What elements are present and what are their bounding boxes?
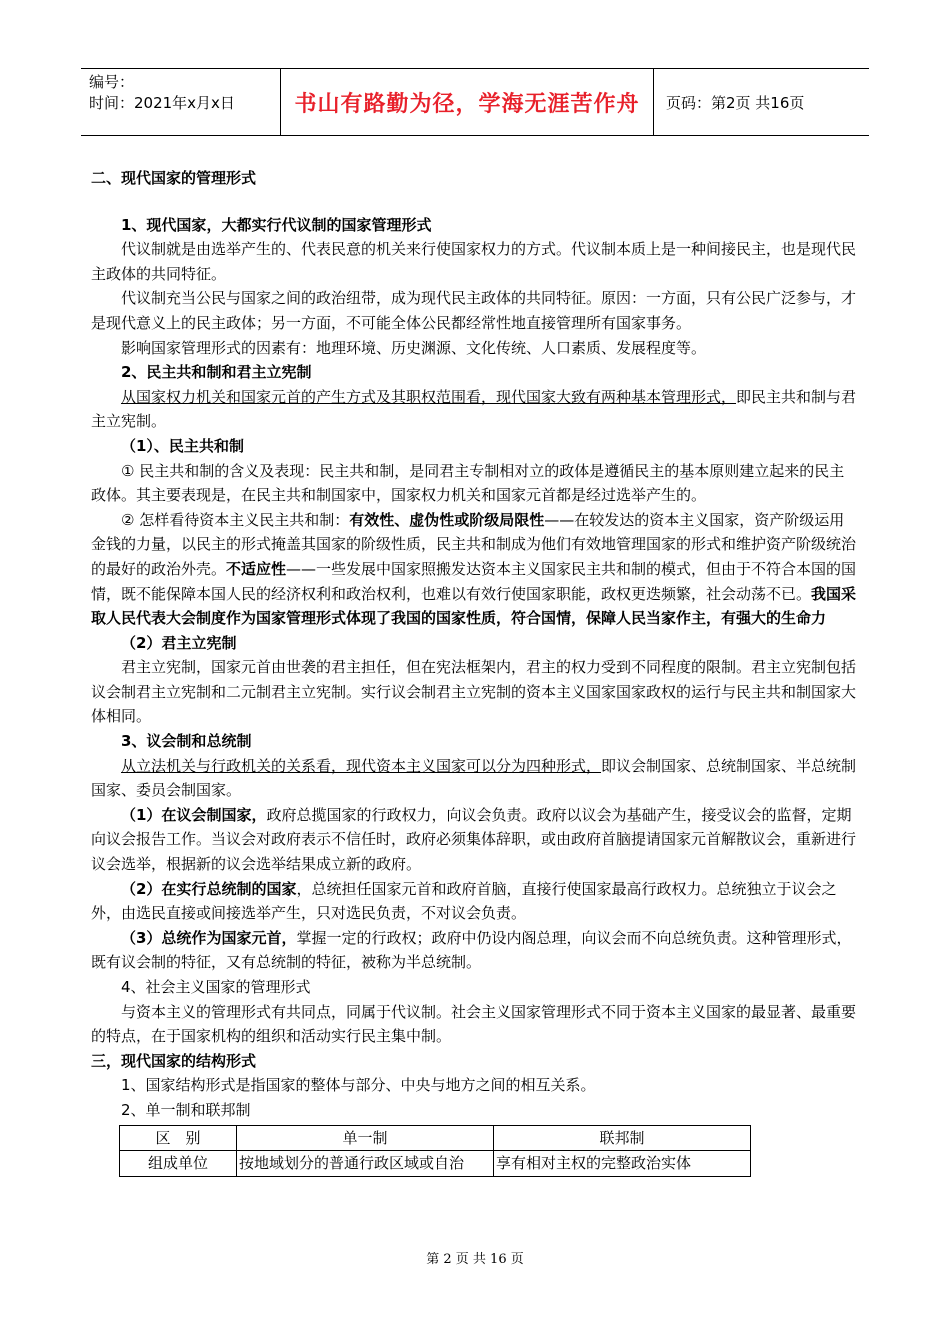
document-body <box>91 166 859 1177</box>
bold-text: 不适应性 <box>226 559 287 578</box>
paragraph: 代议制就是由选举产生的、代表民意的机关来行使国家权力的方式。代议制本质上是一种间接民主，也是现代民主政体的共同特征。 <box>91 240 857 283</box>
document-time-label: 时间：2021年x月x日 <box>89 94 235 112</box>
subsection-title: （2）君主立宪制 <box>121 633 237 652</box>
bold-text: （2）在实行总统制的国家 <box>121 879 297 898</box>
paragraph: 影响国家管理形式的因素有：地理环境、历史渊源、文化传统、人口素质、发展程度等。 <box>121 338 707 357</box>
table-cell: 按地域划分的普通行政区域或自治 <box>237 1151 494 1177</box>
paragraph: （1）在议会制国家，政府总揽国家的行政权力，向议会负责。政府以议会为基础产生，接受议会的监督，定期向议会报告工作。当议会对政府表示不信任时，政府必须集体辞职，或由政府首脑提请国家元首解散议会，重新进行议会选举，根据新的议会选举结果成立新的政府。 <box>91 805 857 874</box>
header-motto-cell <box>281 69 654 135</box>
subsection-title: 2、民主共和制和君主立宪制 <box>121 363 312 382</box>
header-page-number: 页码：第2页 共16页 <box>666 93 805 112</box>
paragraph: 与资本主义的管理形式有共同点，同属于代议制。社会主义国家管理形式不同于资本主义国家的最显著、最重要的特点，在于国家机构的组织和活动实行民主集中制。 <box>91 1002 857 1046</box>
table-row <box>120 1151 751 1177</box>
table-header-cell: 区 别 <box>120 1125 237 1151</box>
table-header-cell: 单一制 <box>237 1125 494 1151</box>
subsection-title: 3、议会制和总统制 <box>121 732 252 751</box>
subsection-title: 4、社会主义国家的管理形式 <box>121 978 311 996</box>
paragraph: （2）在实行总统制的国家，总统担任国家元首和政府首脑，直接行使国家最高行政权力。总统独立于议会之外，由选民直接或间接选举产生，只对选民负责，不对议会负责。 <box>91 879 837 923</box>
subsection-title: 1、现代国家，大都实行代议制的国家管理形式 <box>121 215 432 234</box>
comparison-table <box>119 1125 751 1177</box>
paragraph: 1、国家结构形式是指国家的整体与部分、中央与地方之间的相互关系。 <box>121 1076 596 1095</box>
table-cell: 享有相对主权的完整政治实体 <box>494 1151 751 1177</box>
underlined-text: 从立法机关与行政机关的关系看，现代资本主义国家可以分为四种形式， <box>121 756 602 775</box>
bold-text: （3）总统作为国家元首， <box>121 928 297 947</box>
paragraph: ② 怎样看待资本主义民主共和制：有效性、虚伪性或阶级局限性——在较发达的资本主义国家，资产阶级运用金钱的力量，以民主的形式掩盖其国家的阶级性质，民主共和制成为他们有效地管理国家的形式和维护资产阶级统治的最好的政治外壳。不适应性——一些发展中国家照搬发达资本主义国家民主共和制的模式，但由于不符合本国的国情，既不能保障本国人民的经济权利和政治权利，也难以有效行使国家职能，政权更迭频繁，社会动荡不已。我国采取人民代表大会制度作为国家管理形式体现了我国的国家性质，符合国情，保障人民当家作主，有强大的生命力 <box>91 510 857 628</box>
paragraph: 从立法机关与行政机关的关系看，现代资本主义国家可以分为四种形式，即议会制国家、总统制国家、半总统制国家、委员会制国家。 <box>91 756 857 800</box>
subsection-title: （1）、民主共和制 <box>121 436 244 455</box>
paragraph: 代议制充当公民与国家之间的政治纽带，成为现代民主政体的共同特征。原因：一方面，只有公民广泛参与，才是现代意义上的民主政体；另一方面，不可能全体公民都经常性地直接管理所有国家事务。 <box>91 289 857 332</box>
bold-text: （1）在议会制国家， <box>121 805 267 824</box>
page-header <box>81 68 869 136</box>
underlined-text: 从国家权力机关和国家元首的产生方式及其职权范围看，现代国家大致有两种基本管理形式， <box>121 387 737 406</box>
paragraph: 从国家权力机关和国家元首的产生方式及其职权范围看，现代国家大致有两种基本管理形式，即民主共和制与君主立宪制。 <box>91 387 857 431</box>
paragraph: 君主立宪制，国家元首由世袭的君主担任，但在宪法框架内，君主的权力受到不同程度的限制。君主立宪制包括议会制君主立宪制和二元制君主立宪制。实行议会制君主立宪制的资本主义国家国家政权的运行与民主共和制国家大体相同。 <box>91 658 857 726</box>
paragraph: 2、单一制和联邦制 <box>121 1100 251 1119</box>
header-meta <box>81 69 281 135</box>
bold-text: 有效性、虚伪性或阶级局限性 <box>349 510 545 529</box>
header-motto: 书山有路勤为径，学海无涯苦作舟 <box>294 91 640 117</box>
section-title: 三，现代国家的结构形式 <box>91 1051 257 1070</box>
table-header-row <box>120 1125 751 1151</box>
section-title: 二、现代国家的管理形式 <box>91 169 257 187</box>
paragraph: ① 民主共和制的含义及表现：民主共和制，是同君主专制相对立的政体是遵循民主的基本原则建立起来的民主政体。其主要表现是，在民主共和制国家中，国家权力机关和国家元首都是经过选举产生的。 <box>91 461 845 505</box>
document-number-label: 编号： <box>89 73 135 91</box>
bold-text: 我国采取人民代表大会制度作为国家管理形式体现了我国的国家性质，符合国情，保障人民当家作主，有强大的生命力 <box>91 584 857 628</box>
table-cell: 组成单位 <box>120 1151 237 1177</box>
paragraph: （3）总统作为国家元首，掌握一定的行政权；政府中仍设内阁总理，向议会而不向总统负责。这种管理形式，既有议会制的特征，又有总统制的特征，被称为半总统制。 <box>91 928 852 972</box>
page-footer: 第 2 页 共 16 页 <box>426 1252 524 1267</box>
table-header-cell: 联邦制 <box>494 1125 751 1151</box>
